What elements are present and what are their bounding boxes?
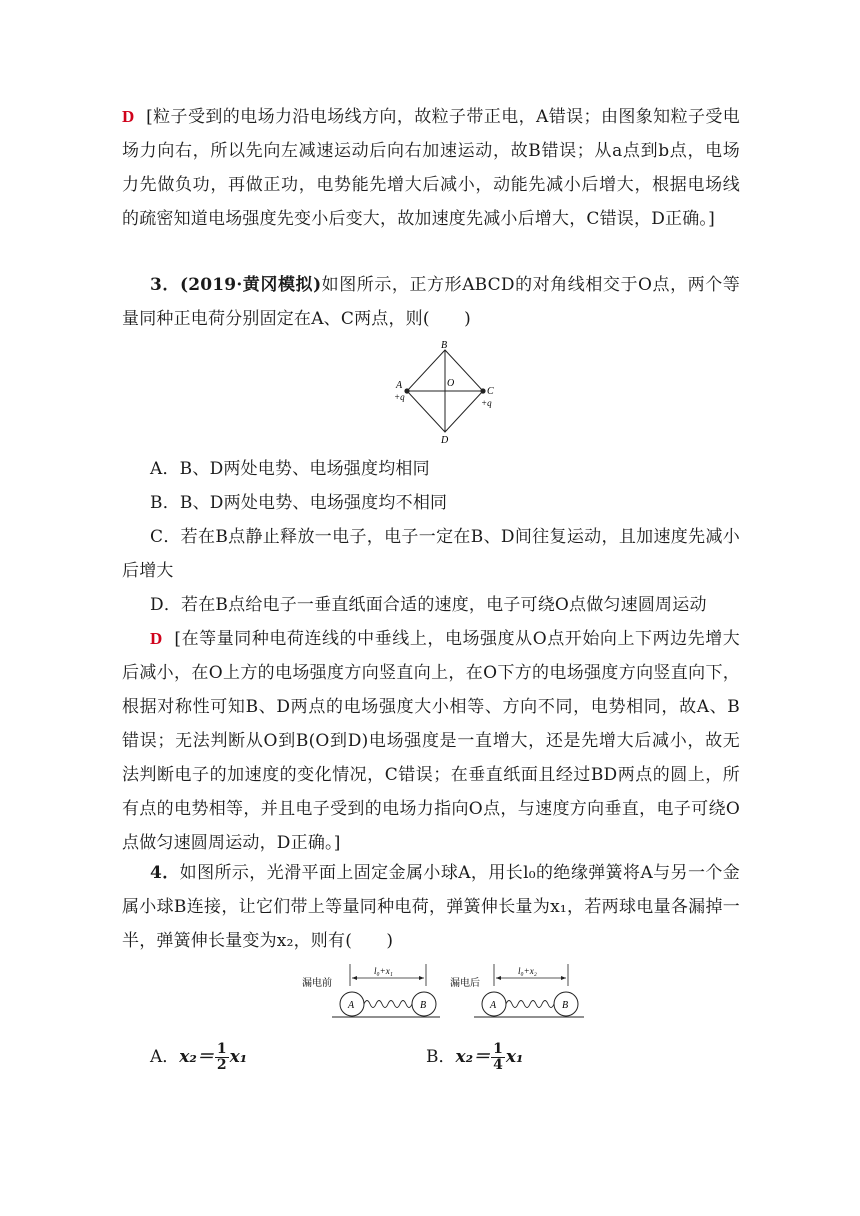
q3-answer-text: [在等量同种电荷连线的中垂线上，电场强度从O点开始向上下两边先增大后减小，在O上方的电场强度方向竖直向上，在O下方的电场强度方向竖直向下，根据对称性可知B、D两点的电场强度大小相等、方向不同，电势相同，故A、B错误；无法判断从O到B(O到D)电场强度是一直增大，还是先增大后减小，故无法判断电子的加速度的变化情况，C错误；在垂直纸面且经过BD两点的圆上，所有点的电势相等，并且电子受到的电场力指向O点，与速度方向垂直，电子可绕O点做匀速圆周运动，D正确。] [122,629,740,853]
q4-option-b: B．x₂＝ $\frac{1}{4}$ x₁ [426,1041,524,1073]
q3-option-b: B．B、D两处电势、电场强度均不相同 [150,493,448,513]
q3-label-D: D [441,435,449,446]
q4-number: 4． [150,863,180,883]
q4-after-ball-a: A [490,1000,497,1011]
q3-charge-A: +q [394,392,405,402]
q2-answer-letter: D [122,107,135,126]
q4-stem-text: 如图所示，光滑平面上固定金属小球A，用长l₀的绝缘弹簧将A与另一个金属小球B连接，让它们带上等量同种电荷，弹簧伸长量为x₁，若两球电量各漏掉一半，弹簧伸长量变为x₂，则有( ) [122,863,740,951]
q3-label-O: O [447,378,455,389]
q3-label-A: A [396,380,403,391]
q3-answer-letter: D [150,629,163,648]
q4-option-a-fraction: $\frac{1}{2}$ [216,1041,227,1073]
q4-before-ball-b: B [420,1000,427,1011]
q4-before-ball-a: A [348,1000,355,1011]
q3-option-d: D．若在B点给电子一垂直纸面合适的速度，电子可绕O点做匀速圆周运动 [150,595,707,615]
q2-answer [122,100,740,236]
q4-option-a: A．x₂＝ $\frac{1}{2}$ x₁ [150,1041,248,1073]
q3-label-B: B [441,340,448,351]
q2-answer-text: [粒子受到的电场力沿电场线方向，故粒子带正电，A错误；由图象知粒子受电场力向右，所以先向左减速运动后向右加速运动，故B错误；从a点到b点，电场力先做负功，再做正功，电势能先增大后减小，动能先减小后增大，根据电场线的疏密知道电场强度先变小后变大，故加速度先减小后增大，C错误，D正确。] [122,107,740,229]
q4-before-label: 漏电前 [302,978,332,989]
q3-option-a: A．B、D两处电势、电场强度均相同 [150,459,430,479]
q3-option-c: C．若在B点静止释放一电子，电子一定在B、D间往复运动，且加速度先减小后增大 [122,527,740,581]
q3-label-C: C [487,386,494,397]
q4-option-b-fraction: $\frac{1}{4}$ [493,1041,503,1073]
q4-after-label: 漏电后 [450,978,480,989]
q4-before-length: l₀+x₁ [374,966,393,976]
q3-charge-C: +q [481,398,492,408]
q4-after-length: l₀+x₂ [518,966,537,976]
q3-source: (2019·黄冈模拟) [179,275,322,295]
q4-after-ball-b: B [562,1000,569,1011]
q3-square-diagram [388,338,508,448]
q3-answer [122,622,740,860]
q3-stem-text: 如图所示，正方形ABCD的对角线相交于O点，两个等量同种正电荷分别固定在A、C两点，则( ) [122,275,740,329]
q4-spring-diagram [300,962,600,1024]
q3-stem [122,268,740,336]
q3-number: 3． [150,275,180,295]
q4-stem [122,856,740,958]
